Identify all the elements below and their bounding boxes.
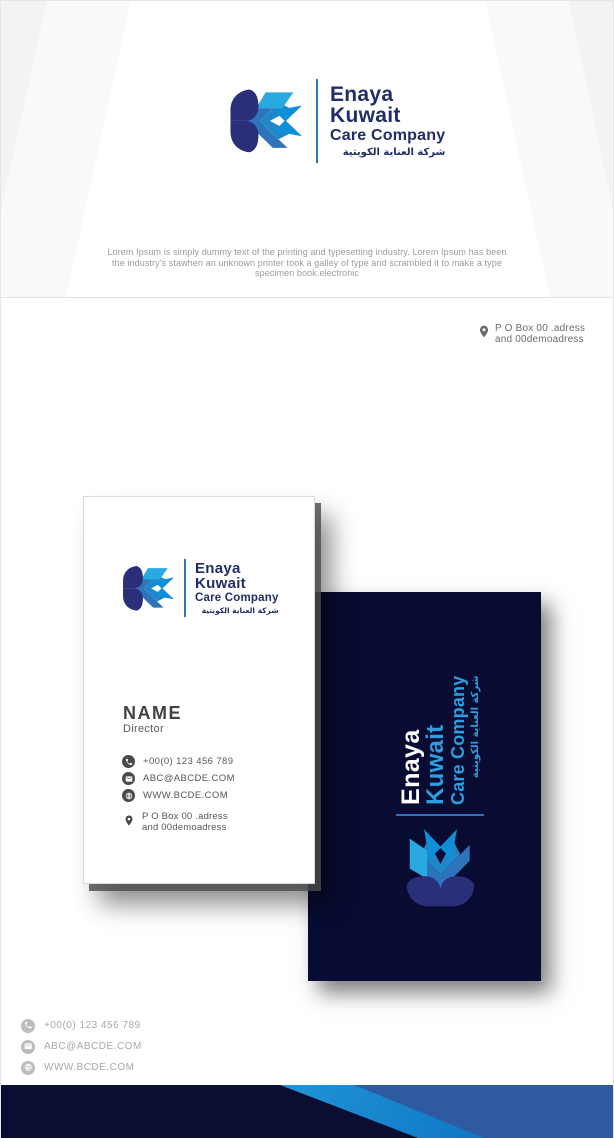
brand-name-line1: Enaya [330, 82, 394, 106]
address-line1: P O Box 00 .adress [142, 811, 228, 822]
brand-name-arabic: شركة العناية الكويتية [469, 675, 481, 779]
card-website-row [122, 787, 235, 804]
cardholder-name: NAME [123, 703, 182, 723]
k-mark-icon [122, 565, 176, 612]
footer-email-row [21, 1036, 142, 1057]
brand-name-line1: Enaya [396, 729, 425, 805]
globe-icon [21, 1061, 35, 1075]
brand-name-line3: Care Company [330, 126, 446, 144]
company-logo [229, 79, 445, 163]
logo-wordmark [195, 561, 279, 615]
card-email: ABC@ABCDE.COM [143, 773, 235, 784]
card-website: WWW.BCDE.COM [143, 790, 229, 801]
company-logo [122, 559, 279, 617]
footer-email: ABC@ABCDE.COM [44, 1041, 142, 1052]
logo-wordmark [330, 84, 445, 159]
footer-brand-band [1, 1085, 614, 1138]
card-contact-list [122, 753, 235, 833]
card-address-row [122, 812, 235, 833]
brand-name-line2: Kuwait [195, 575, 246, 592]
globe-icon [122, 789, 135, 802]
address-line1: P O Box 00 .adress [495, 323, 586, 334]
phone-icon [122, 755, 135, 768]
footer-website-row [21, 1057, 142, 1078]
address-line2: and 00demoadress [142, 821, 227, 833]
letterhead-body-text: Lorem Ipsum is simply dummy text of the printing and typesetting industry. Lorem Ipsum has been the industry's stawhen an unknown printer took a galley of type and scrambled it to make a type specimen book.electronic [107, 247, 507, 278]
envelope-icon [122, 772, 135, 785]
envelope-icon [21, 1040, 35, 1054]
footer-contact-list [21, 1015, 142, 1078]
logo-divider [396, 814, 484, 816]
card-email-row [122, 770, 235, 787]
location-pin-icon [123, 813, 135, 828]
card-phone: +00(0) 123 456 789 [143, 756, 234, 767]
letterhead-address [477, 323, 585, 345]
brand-name-line3: Care Company [447, 675, 468, 805]
k-mark-icon [229, 88, 305, 154]
footer-phone: +00(0) 123 456 789 [44, 1020, 141, 1031]
brand-name-line2: Kuwait [421, 724, 449, 805]
footer-phone-row [21, 1015, 142, 1036]
letterhead-preview [1, 1, 613, 298]
logo-divider [184, 559, 186, 617]
card-phone-row [122, 753, 235, 770]
rotated-logo-lockup [392, 654, 488, 908]
logo-wordmark [396, 675, 482, 805]
brand-name-arabic: شركة العناية الكويتية [342, 146, 446, 158]
phone-icon [21, 1019, 35, 1033]
card-address [142, 812, 228, 833]
address-text [495, 323, 585, 345]
business-card-back [308, 592, 541, 981]
k-mark-icon [405, 826, 476, 908]
brand-name-arabic: شركة العناية الكويتية [201, 606, 279, 615]
brand-name-line2: Kuwait [330, 103, 401, 127]
location-pin-icon [477, 323, 491, 340]
logo-divider [316, 79, 318, 163]
brand-name-line1: Enaya [195, 560, 241, 577]
cardholder-title: Director [123, 723, 164, 735]
brand-name-line3: Care Company [195, 592, 279, 604]
business-card-front [83, 496, 315, 884]
footer-website: WWW.BCDE.COM [44, 1062, 135, 1073]
address-line2: and 00demoadress [495, 334, 584, 345]
